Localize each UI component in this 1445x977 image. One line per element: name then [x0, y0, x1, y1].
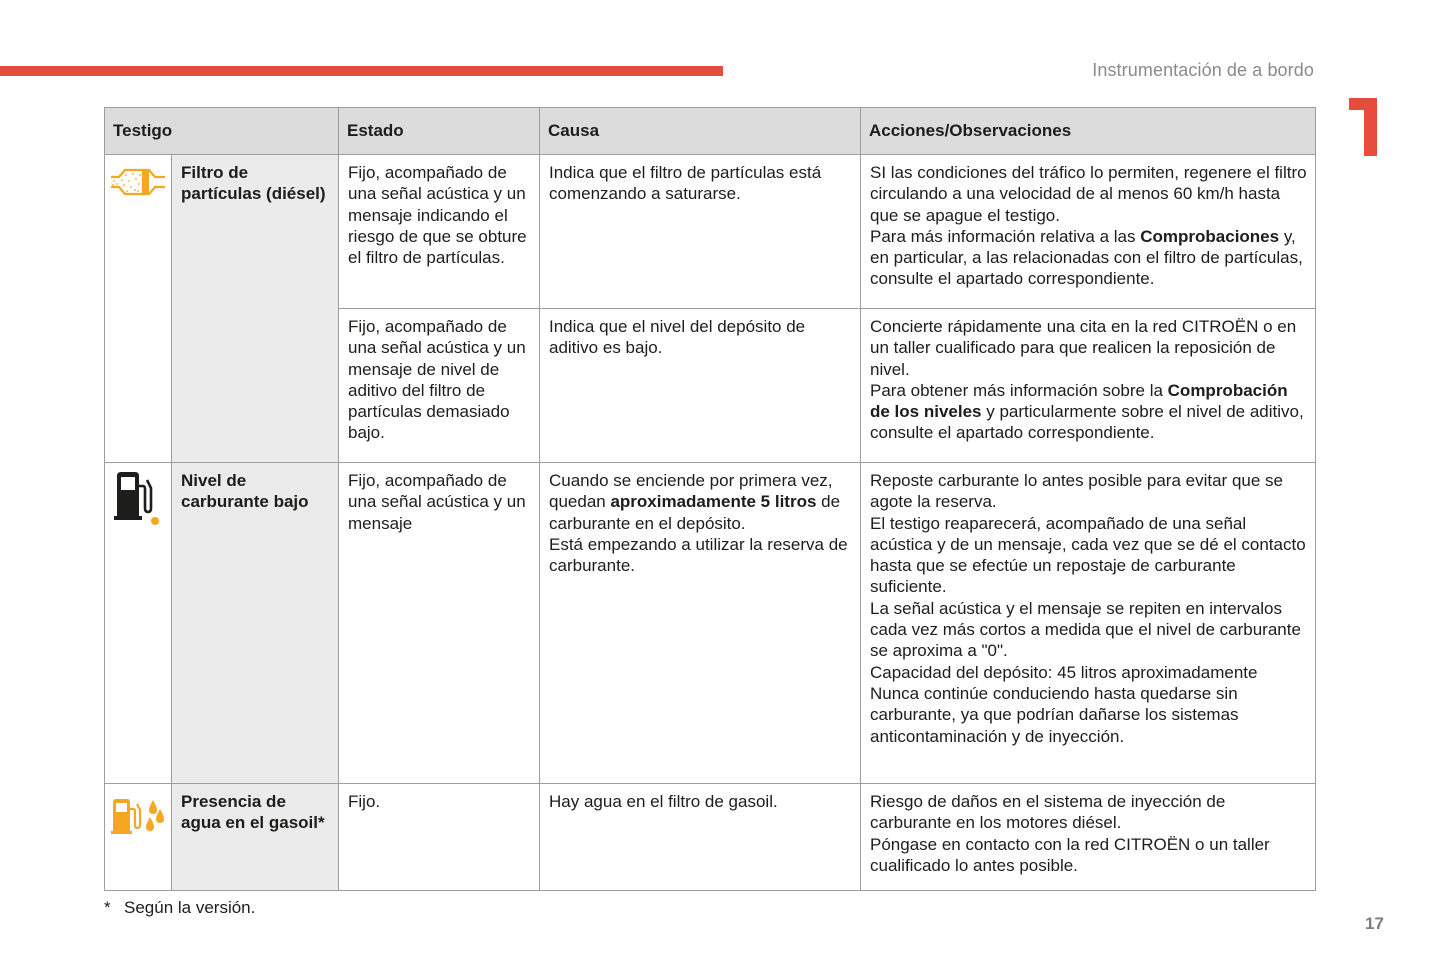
icon-cell [105, 155, 172, 463]
acciones-cell [861, 463, 1316, 784]
warning-name: Nivel de carburante bajo [172, 463, 339, 784]
footnote-marker: * [104, 898, 111, 917]
causa-text: Cuando se enciende por primera vez, quedan aproximadamente 5 litros de carburante en el depósito. [549, 471, 841, 533]
estado-cell: Fijo, acompañado de una señal acústica y un mensaje de nivel de aditivo del filtro de partículas demasiado bajo. [339, 309, 540, 463]
acciones-text: Para obtener más información sobre la Comprobación de los niveles y particularmente sobre el nivel de aditivo, consulte el apartado correspondiente. [870, 380, 1304, 443]
header-accent-bar [0, 66, 723, 76]
column-header-causa: Causa [540, 108, 861, 155]
estado-cell: Fijo, acompañado de una señal acústica y un mensaje indicando el riesgo de que se obture el filtro de partículas. [339, 155, 540, 309]
footnote [104, 898, 255, 918]
causa-cell [540, 463, 861, 784]
cross-reference: Comprobación de los niveles [870, 380, 1288, 422]
acciones-text: Reposte carburante lo antes posible para evitar que se agote la reserva. [870, 471, 1283, 512]
acciones-text: Riesgo de daños en el sistema de inyección de carburante en los motores diésel. [870, 792, 1226, 833]
table-row [105, 155, 1316, 309]
warning-name: Filtro de partículas (diésel) [172, 155, 339, 463]
acciones-text: Capacidad del depósito: 45 litros aproximadamente [870, 662, 1258, 682]
estado-cell: Fijo, acompañado de una señal acústica y un mensaje [339, 463, 540, 784]
emphasis: aproximadamente 5 litros [610, 492, 817, 512]
table-header-row [105, 108, 1316, 155]
water-in-diesel-icon [109, 798, 167, 836]
chapter-number-badge [1349, 98, 1377, 156]
table-row [105, 784, 1316, 891]
acciones-cell [861, 155, 1316, 309]
chapter-number-glyph [1349, 98, 1377, 156]
acciones-text: Para más información relativa a las Comprobaciones y, en particular, a las relacionadas con el filtro de partículas, consulte el apartado correspondiente. [870, 226, 1303, 289]
warning-lights-table [104, 107, 1316, 891]
causa-cell: Indica que el filtro de partículas está comenzando a saturarse. [540, 155, 861, 309]
estado-cell: Fijo. [339, 784, 540, 891]
cross-reference: Comprobaciones [1140, 226, 1280, 246]
column-header-testigo: Testigo [105, 108, 339, 155]
acciones-text: El testigo reaparecerá, acompañado de una señal acústica y de un mensaje, cada vez que se dé el contacto hasta que se efectúe un repostaje de carburante suficiente. [870, 513, 1306, 597]
causa-text: Está empezando a utilizar la reserva de carburante. [549, 534, 848, 576]
acciones-cell [861, 309, 1316, 463]
footnote-text: Según la versión. [124, 898, 256, 917]
column-header-estado: Estado [339, 108, 540, 155]
acciones-text: Póngase en contacto con la red CITROËN o un taller cualificado lo antes posible. [870, 834, 1270, 875]
causa-cell: Hay agua en el filtro de gasoil. [540, 784, 861, 891]
causa-cell: Indica que el nivel del depósito de aditivo es bajo. [540, 309, 861, 463]
fuel-pump-icon [109, 472, 167, 528]
acciones-text: SI las condiciones del tráfico lo permiten, regenere el filtro circulando a una velocidad de al menos 60 km/h hasta que se apague el testigo. [870, 163, 1307, 225]
icon-cell [105, 784, 172, 891]
warning-name: Presencia de agua en el gasoil* [172, 784, 339, 891]
acciones-text: La señal acústica y el mensaje se repiten en intervalos cada vez más cortos a medida que el nivel de carburante se aproxima a "0". [870, 598, 1301, 661]
acciones-text: Nunca continúe conduciendo hasta quedarse sin carburante, ya que podrían dañarse los sistemas anticontaminación y de inyección. [870, 683, 1239, 746]
particle-filter-icon [109, 167, 167, 197]
acciones-cell [861, 784, 1316, 891]
icon-cell [105, 463, 172, 784]
page-number: 17 [1365, 914, 1384, 933]
section-title: Instrumentación de a bordo [1092, 60, 1314, 80]
acciones-text: Concierte rápidamente una cita en la red CITROËN o en un taller cualificado para que realicen la reposición de nivel. [870, 317, 1297, 379]
column-header-acciones: Acciones/Observaciones [861, 108, 1316, 155]
table-row [105, 463, 1316, 784]
